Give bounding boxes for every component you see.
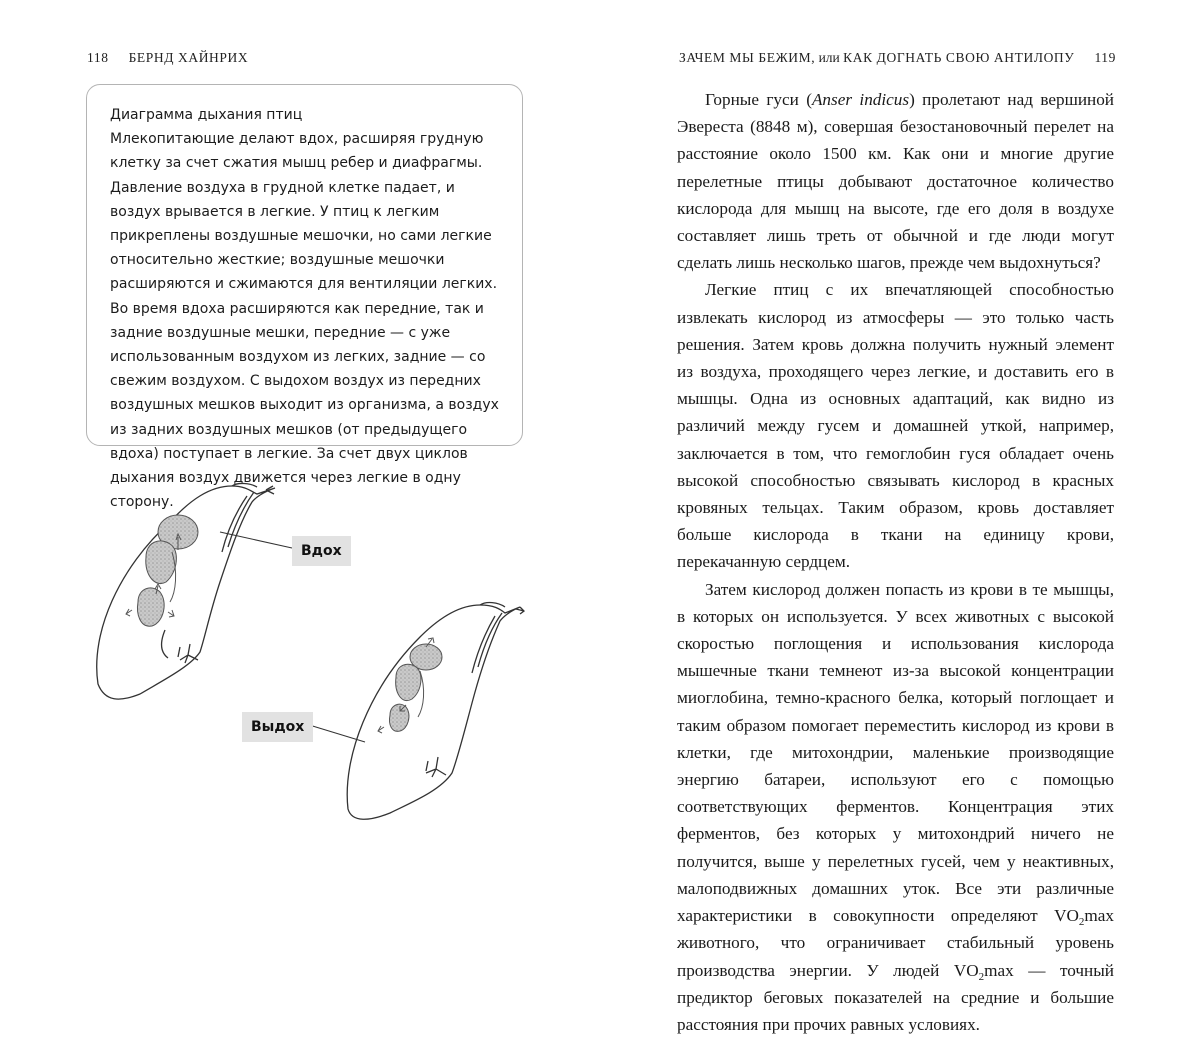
exhale-leader-line [306, 724, 365, 742]
left-header-author: БЕРНД ХАЙНРИХ [128, 50, 249, 65]
vo2-label-1: VO [1054, 906, 1079, 926]
left-running-header [87, 50, 248, 66]
right-page-body [677, 86, 1114, 1038]
bird-illustration [60, 462, 600, 862]
vo2-subscript-2: 2 [978, 970, 985, 983]
exhale-label: Выдох [242, 712, 313, 742]
paragraph-3 [677, 576, 1114, 1038]
right-header-title-part2: или [815, 50, 844, 65]
right-page-number: 119 [1094, 50, 1116, 65]
vo2-label-2: VO [953, 960, 979, 980]
right-running-header [679, 50, 1116, 66]
bird-breathing-figure [60, 462, 600, 862]
bird-exhale-drawing [347, 603, 524, 820]
sidebar-box [86, 84, 523, 511]
right-header-title-part3: КАК ДОГНАТЬ СВОЮ АНТИЛОПУ [843, 50, 1075, 65]
p3-text-part2: max животного, что ограничивает стабильный уровень производства энергии. У людей [677, 906, 1114, 980]
vo2-subscript-1: 2 [1078, 916, 1085, 929]
bird-exhale-air-sacs [378, 638, 442, 733]
p3-text-part1: Затем кислород должен попасть из крови в те мышцы, в которых он используется. У всех животных с высокой скоростью поглощения и использования кислорода мышечные ткани темнеют из-за высокой концентрации миоглобина, темно-красного белка, который поглощает и таким образом помогает переместить кислород из крови в клетки, где митохондрии, маленькие производящие энергию батареи, используют его с помощью соответствующих ферментов. Концентрация этих ферментов, без которых у митохондрий ничего не получится, выше у перелетных гусей, чем у неактивных, малоподвижных домашних уток. Все эти различные характеристики в совокупности определяют [677, 579, 1114, 926]
p1-text-after: ) пролетают над вершиной Эвереста (8848 м), совершая безостановочный перелет на расстояние около 1500 км. Как они и многие другие перелетные птицы добывают достаточное количество кислорода для мышц на высоте, где его доля в воздухе составляет лишь треть от обычной и где люди могут сделать лишь несколько шагов, прежде чем выдохнуться? [677, 90, 1115, 273]
sidebar-title: Диаграмма дыхания птиц [110, 107, 303, 123]
inhale-label: Вдох [292, 536, 351, 566]
paragraph-2: Легкие птиц с их впечатляющей способностью извлекать кислород из атмосферы — это только часть решения. Затем кровь должна получить нужный элемент из воздуха, проходящего через легкие, и доставить его в мышцы. Одна из основных адаптаций, как видно из различий между гусем и домашней уткой, например, заключается в том, что гемоглобин гуся обладает очень высокой способностью связывать кислород в красных кровяных тельцах. Таким образом, кровь доставляет больше кислорода в ткани на единицу крови, перекачанную сердцем. [677, 280, 1114, 572]
sidebar-text: Млекопитающие делают вдох, расширяя грудную клетку за счет сжатия мышц ребер и диафрагмы. Давление воздуха в грудной клетке падает, и воздух врывается в легкие. У птиц к легким прикреплены воздушные мешочки, но сами легкие относительно жесткие; воздушные мешочки расширяются и сжимаются для вентиляции легких. Во время вдоха расширяются как передние, так и задние воздушные мешки, передние — с уже использованным воздухом из легких, задние — со свежим воздухом. С выдохом воздух из передних воздушных мешков выходит из организма, а воздух из задних воздушных мешков (от предыдущего вдоха) поступает в легкие. За счет двух циклов дыхания воздух движется через легкие в одну сторону. [110, 131, 499, 511]
paragraph-1 [677, 86, 1114, 276]
p1-species-name: Anser indicus [811, 90, 910, 109]
left-page-number: 118 [87, 50, 109, 65]
p1-text-before: Горные гуси ( [705, 90, 812, 109]
bird-inhale-air-sacs [126, 515, 198, 626]
p3-text-part3: max — точный предиктор беговых показателей на средние и большие расстояния при прочих равных условиях. [677, 960, 1114, 1034]
right-header-title-part1: ЗАЧЕМ МЫ БЕЖИМ, [678, 50, 816, 65]
